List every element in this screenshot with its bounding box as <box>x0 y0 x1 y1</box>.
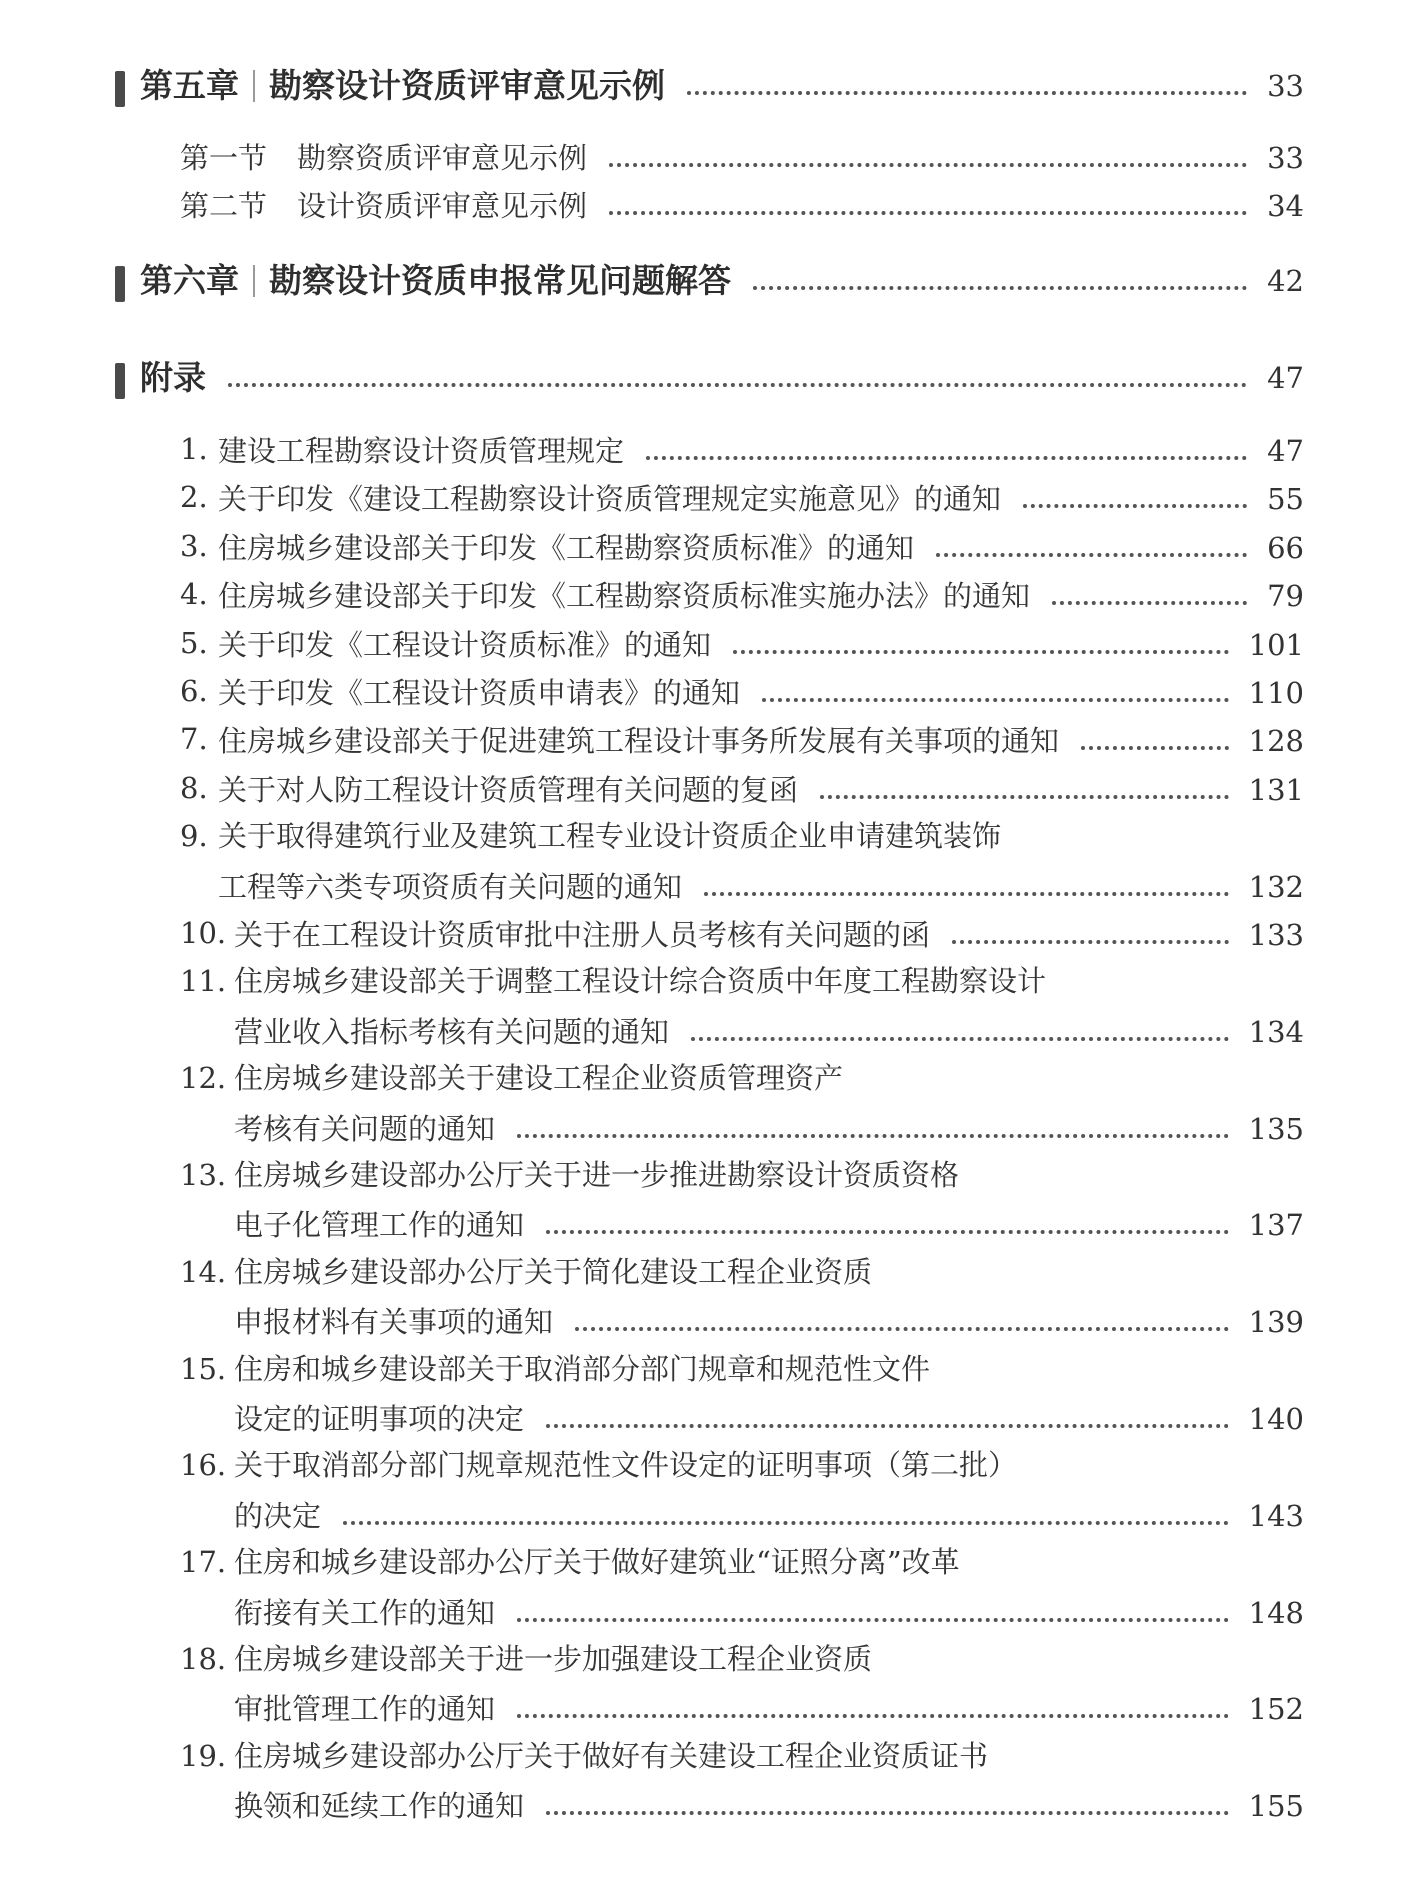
item-title-line: 考核有关问题的通知 <box>234 1111 496 1146</box>
toc-item-row[interactable] <box>218 570 1304 616</box>
dot-leader <box>936 553 1247 557</box>
item-number: 11. <box>180 964 227 999</box>
item-title-line: 关于印发《工程设计资质标准》的通知 <box>218 627 712 662</box>
toc-item-row[interactable] <box>234 1683 1304 1729</box>
item-title-line: 审批管理工作的通知 <box>234 1692 496 1727</box>
item-title-line: 住房城乡建设部办公厅关于进一步推进勘察设计资质资格 <box>234 1158 960 1192</box>
chapter-label: 第五章 <box>140 66 239 105</box>
dot-leader <box>1023 504 1247 508</box>
item-title-line: 关于在工程设计资质审批中注册人员考核有关问题的函 <box>234 918 931 952</box>
dot-leader <box>646 456 1247 460</box>
toc-chapter-row[interactable] <box>140 60 1304 106</box>
item-title-line: 申报材料有关事项的通知 <box>234 1305 554 1340</box>
item-title-line: 住房城乡建设部关于调整工程设计综合资质中年度工程勘察设计 <box>234 964 1047 999</box>
page-number: 131 <box>1248 772 1304 807</box>
item-number: 9. <box>180 819 208 854</box>
item-title-line: 营业收入指标考核有关问题的通知 <box>234 1014 670 1049</box>
dot-leader <box>609 163 1247 167</box>
chapter-title: 勘察设计资质评审意见示例 <box>269 66 665 105</box>
toc-item-row[interactable] <box>218 619 1304 665</box>
page-number: 47 <box>1267 434 1304 468</box>
dot-leader <box>546 1230 1229 1234</box>
item-title-line: 住房城乡建设部办公厅关于简化建设工程企业资质 <box>234 1254 873 1289</box>
item-title-line: 工程等六类专项资质有关问题的通知 <box>218 869 683 904</box>
item-title-line: 住房城乡建设部办公厅关于做好有关建设工程企业资质证书 <box>234 1738 989 1773</box>
item-number: 8. <box>180 770 208 805</box>
dot-leader <box>753 286 1247 290</box>
toc-item-row[interactable] <box>234 1780 1304 1826</box>
chapter-divider <box>253 70 255 102</box>
page-number: 47 <box>1267 361 1304 395</box>
item-number: 15. <box>180 1351 227 1386</box>
page-number: 135 <box>1248 1111 1304 1146</box>
toc-item-row[interactable] <box>234 1199 1304 1245</box>
page-number: 101 <box>1248 627 1304 662</box>
item-number: 2. <box>180 480 208 515</box>
page-number: 134 <box>1248 1014 1304 1049</box>
item-number: 4. <box>180 577 208 612</box>
item-title-line: 换领和延续工作的通知 <box>234 1789 525 1824</box>
item-title-line: 住房城乡建设部关于印发《工程勘察资质标准》的通知 <box>218 530 915 565</box>
page-number: 66 <box>1267 530 1304 565</box>
item-title-line: 住房城乡建设部关于印发《工程勘察资质标准实施办法》的通知 <box>218 579 1031 614</box>
page-number: 33 <box>1267 141 1304 175</box>
toc-section-row[interactable] <box>180 132 1304 178</box>
page-number: 148 <box>1248 1595 1304 1630</box>
chapter-label: 第六章 <box>140 261 239 300</box>
item-title-line: 住房和城乡建设部关于取消部分部门规章和规范性文件 <box>234 1351 931 1386</box>
item-number: 17. <box>180 1545 227 1580</box>
toc-section-row[interactable] <box>180 180 1304 226</box>
item-number: 16. <box>180 1448 227 1483</box>
dot-leader <box>691 1037 1229 1041</box>
chapter-marker-bar <box>115 266 125 302</box>
item-number: 3. <box>180 528 208 563</box>
item-number: 13. <box>180 1158 227 1192</box>
item-number: 7. <box>180 722 208 757</box>
dot-leader <box>952 940 1229 944</box>
section-title: 勘察资质评审意见示例 <box>297 141 588 175</box>
dot-leader <box>609 211 1247 215</box>
toc-chapter-row[interactable] <box>140 255 1304 301</box>
page-number: 143 <box>1248 1498 1304 1533</box>
item-title-line: 关于对人防工程设计资质管理有关问题的复函 <box>218 772 799 807</box>
chapter-title: 勘察设计资质申报常见问题解答 <box>269 261 731 300</box>
chapter-divider <box>253 265 255 297</box>
item-number: 1. <box>180 432 208 466</box>
toc-item-row[interactable] <box>218 425 1304 471</box>
page-number: 42 <box>1267 264 1304 298</box>
item-title-line: 电子化管理工作的通知 <box>234 1208 525 1243</box>
section-label: 第二节 <box>180 189 268 223</box>
dot-leader <box>575 1327 1229 1331</box>
dot-leader <box>546 1811 1229 1815</box>
item-number: 5. <box>180 625 208 660</box>
toc-item-row[interactable] <box>218 715 1304 761</box>
page-number: 132 <box>1248 869 1304 904</box>
dot-leader <box>762 698 1229 702</box>
page-number: 133 <box>1248 918 1304 952</box>
item-title-line: 设定的证明事项的决定 <box>234 1402 525 1436</box>
toc-item-row[interactable] <box>218 861 1304 907</box>
toc-item-row[interactable] <box>234 909 1304 955</box>
dot-leader <box>733 650 1229 654</box>
item-title-line: 关于取消部分部门规章规范性文件设定的证明事项（第二批） <box>234 1448 1018 1483</box>
item-number: 12. <box>180 1061 227 1096</box>
item-title-line: 衔接有关工作的通知 <box>234 1595 496 1630</box>
page-number: 140 <box>1248 1402 1304 1436</box>
dot-leader <box>517 1714 1229 1718</box>
toc-appendix-row[interactable] <box>140 352 1304 398</box>
page-number: 34 <box>1267 189 1304 223</box>
item-title-line: 住房城乡建设部关于促进建筑工程设计事务所发展有关事项的通知 <box>218 724 1060 759</box>
page-number: 79 <box>1267 579 1304 614</box>
item-title-line: 住房和城乡建设部办公厅关于做好建筑业“证照分离”改革 <box>234 1545 960 1580</box>
chapter-heading <box>140 261 731 301</box>
section-heading <box>180 186 587 226</box>
item-number: 6. <box>180 674 208 708</box>
item-number: 18. <box>180 1642 227 1676</box>
page-number: 152 <box>1248 1692 1304 1727</box>
page-number: 110 <box>1248 676 1304 710</box>
item-number: 19. <box>180 1738 227 1773</box>
dot-leader <box>820 795 1229 799</box>
dot-leader <box>1052 601 1247 605</box>
toc-item-row[interactable] <box>218 473 1304 519</box>
toc-item-row[interactable] <box>218 522 1304 568</box>
appendix-marker-bar <box>115 363 125 399</box>
section-title: 设计资质评审意见示例 <box>297 189 588 223</box>
dot-leader <box>228 383 1247 387</box>
chapter-marker-bar <box>115 71 125 107</box>
toc-item-row[interactable] <box>234 1587 1304 1633</box>
toc-item-row[interactable] <box>218 667 1304 713</box>
appendix-title: 附录 <box>140 358 206 397</box>
page-number: 137 <box>1248 1208 1304 1243</box>
toc-item-row[interactable] <box>234 1296 1304 1342</box>
item-title-line: 关于印发《工程设计资质申请表》的通知 <box>218 676 741 710</box>
page-number: 55 <box>1267 482 1304 517</box>
dot-leader <box>517 1134 1229 1138</box>
item-number: 14. <box>180 1254 227 1289</box>
dot-leader <box>704 892 1229 896</box>
dot-leader <box>546 1424 1229 1428</box>
item-title-line: 住房城乡建设部关于进一步加强建设工程企业资质 <box>234 1642 873 1676</box>
page-number: 139 <box>1248 1305 1304 1340</box>
toc-item-row[interactable] <box>234 1393 1304 1439</box>
item-title-line: 的决定 <box>234 1498 322 1533</box>
page-number: 155 <box>1248 1789 1304 1824</box>
section-label: 第一节 <box>180 141 268 175</box>
dot-leader <box>687 91 1247 95</box>
item-title-line: 住房城乡建设部关于建设工程企业资质管理资产 <box>234 1061 844 1096</box>
item-number: 10. <box>180 916 227 950</box>
section-heading <box>180 138 587 178</box>
toc-item-row[interactable] <box>234 1006 1304 1052</box>
toc-item-row[interactable] <box>234 1103 1304 1149</box>
item-title-line: 关于取得建筑行业及建筑工程专业设计资质企业申请建筑装饰 <box>218 819 1002 854</box>
page-number: 128 <box>1248 724 1304 759</box>
item-title-line: 关于印发《建设工程勘察设计资质管理规定实施意见》的通知 <box>218 482 1002 517</box>
item-title-line: 建设工程勘察设计资质管理规定 <box>218 434 625 468</box>
dot-leader <box>517 1618 1229 1622</box>
chapter-heading <box>140 66 665 106</box>
page-number: 33 <box>1267 69 1304 103</box>
toc-item-row[interactable] <box>234 1490 1304 1536</box>
toc-item-row[interactable] <box>218 764 1304 810</box>
dot-leader <box>1081 746 1229 750</box>
dot-leader <box>343 1521 1229 1525</box>
